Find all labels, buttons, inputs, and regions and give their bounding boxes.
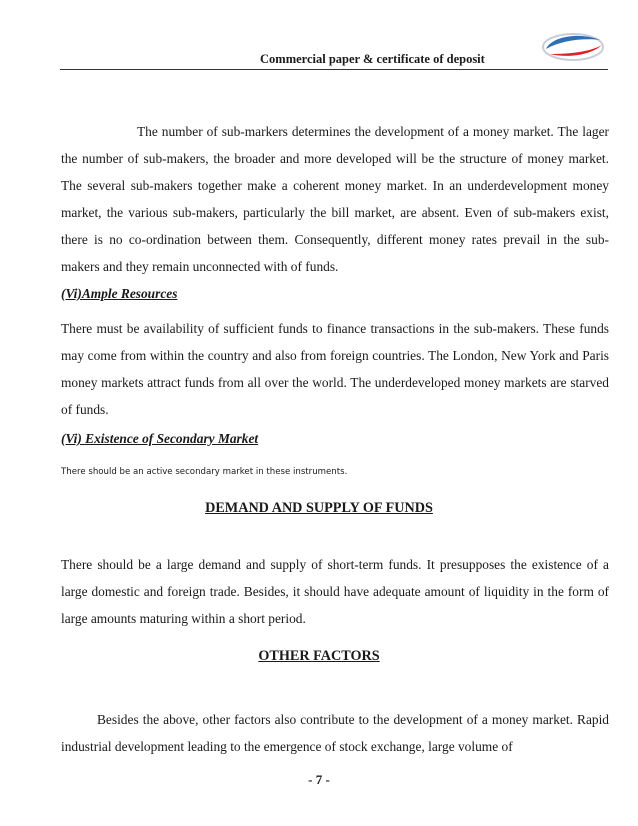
subheading-secondary-market: (Vi) Existence of Secondary Market: [61, 431, 259, 446]
header-title: Commercial paper & certificate of deposit: [260, 52, 485, 66]
paragraph-demand-supply: There should be a large demand and supply of short-term funds. It presupposes the existence of a large domestic and foreign trade. Besides, it should have adequate amount of liquidity in the form of large amounts maturing within a short period.: [61, 557, 609, 626]
paragraph-ample-resources: There must be availability of sufficient funds to finance transactions in the sub-makers. These funds may come from within the country and also from foreign countries. The London, New York and Paris money markets attract funds from all over the world. The underdeveloped money markets are starved of funds.: [61, 321, 609, 417]
subheading-ample-resources: (Vi)Ample Resources: [61, 286, 178, 301]
header-rule: [60, 69, 608, 70]
paragraph-submarkets: The number of sub-markers determines the development of a money market. The lager the number of sub-makers, the broader and more developed will be the structure of money market. The several sub-makers together make a coherent money market. In an underdevelopment money market, the various sub-makers, particularly the bill market, are absent. Even of sub-makers exist, there is no co-ordination between them. Consequently, different money rates prevail in the sub-makers and they remain unconnected with of funds.: [61, 124, 609, 274]
swoosh-logo-icon: [540, 28, 606, 64]
note-secondary-market: There should be an active secondary market in these instruments.: [61, 467, 348, 477]
page-number: - 7 -: [308, 772, 330, 787]
paragraph-other-factors: Besides the above, other factors also contribute to the development of a money market. Rapid industrial development leading to the emergence of stock exchange, large volume of: [61, 712, 609, 754]
section-heading-other-factors: OTHER FACTORS: [258, 648, 380, 664]
section-heading-demand-supply: DEMAND AND SUPPLY OF FUNDS: [205, 500, 433, 516]
